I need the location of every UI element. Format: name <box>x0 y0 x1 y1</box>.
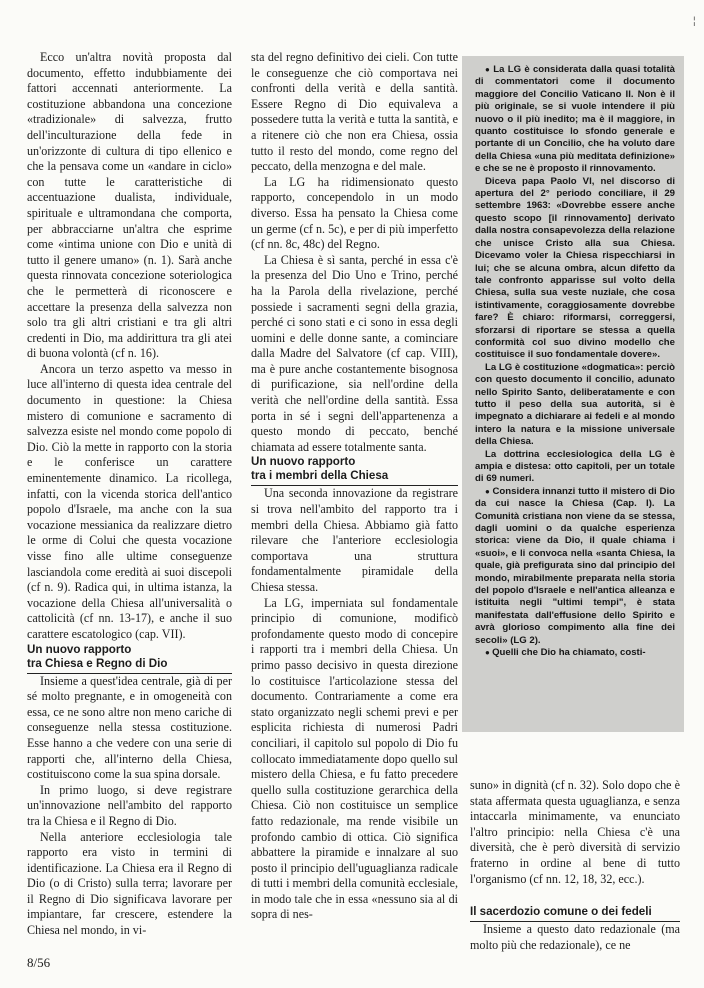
box-paragraph: Diceva papa Paolo VI, nel discorso di apertura del 2° periodo conciliare, il 29 settembre 1963: «Dovrebbe essere anche questo scopo [il rinnovamento] derivato dalla nostra consapevolezza della relazione che unisce Cristo alla sua Chiesa. Dicevamo voler la Chiesa rispecchiarsi in lui; che se alcuna ombra, alcun difetto da tale confronto apparisse sul volto della Chiesa, sulla sua veste nuziale, che cosa istintivamente, coraggiosamente dovrebbe fare? È chiaro: riformarsi, correggersi, sforzarsi di riportare se stessa a quella conformità col suo divino modello che costituisce il suo fondamentale dovere». <box>475 175 675 361</box>
box-paragraph: La dottrina ecclesiologica della LG è ampia e distesa: otto capitoli, per un totale di 69 numeri. <box>475 448 675 485</box>
section-heading <box>251 455 458 486</box>
page-number: 8/56 <box>27 955 51 970</box>
paragraph: suno» in dignità (cf n. 32). Solo dopo che è stata affermata questa uguaglianza, e senza intaccarla minimamente, va enunciato l'altro principio: nella Chiesa c'è una diversità, che è però diversità di servizio fraterno in ordine al bene di tutto l'organismo (cf nn. 12, 18, 32, ecc.). <box>470 778 680 886</box>
box-paragraph: ● Considera innanzi tutto il mistero di Dio da cui nasce la Chiesa (Cap. I). La Comunità cristiana non viene da se stessa, dagli uomini o da qualche esperienza storica: viene da Dio, il quale chiama i «suoi», e li convoca nella «santa Chiesa, la quale, già prefigurata sino dal principio del mondo, mirabilmente preparata nella storia del popolo d'Israele e nell'antica alleanza e istituita negli "ultimi tempi", è stata manifestata dall'effusione dello Spirito e avrà glorioso compimento alla fine dei secoli» (LG 2). <box>475 486 675 647</box>
paragraph: Insieme a quest'idea centrale, già di per sé molto pregnante, e in omogeneità con essa, ce ne sono altre non meno cariche di conseguenze nella stessa costituzione. Esse hanno a che vedere con una serie di rapporti che, all'interno della Chiesa, costituiscono come la sua spina dorsale. <box>27 673 232 782</box>
box-paragraph: ● La LG è considerata dalla quasi totalità di commentatori come il documento maggiore del Concilio Vaticano II. Non è il più originale, se si vuole intendere il più nuovo o il più inedito; ma è il maggiore, in quanto costituisce lo sfondo generale e portante di un Concilio, che ha voluto dare della Chiesa «una più meditata definizione» e che se ne è proposto il rinnovamento. <box>475 64 675 176</box>
section-heading: Il sacerdozio comune o dei fedeli <box>470 905 680 922</box>
paragraph: In primo luogo, si deve registrare un'innovazione nell'ambito del rapporto tra la Chiesa e il Regno di Dio. <box>27 782 232 828</box>
paragraph: Ancora un terzo aspetto va messo in luce all'interno di questa idea centrale del documento in questione: la Chiesa mistero di comunione e sacramento di salvezza esiste nel mondo come popolo di Dio. Ciò la mette in rapporto con la storia e le conferisce un carattere eminentemente dinamico. La ricollega, infatti, con la vicenda storica dell'antico popolo d'Israele, ma anche con la sua vocazione messianica da realizzare dietro le orme di Colui che questa vocazione visse fino alle ultime conseguenze lasciandola come eredità ai suoi discepoli (cf n. 9). Radica qui, in ultima istanza, la vocazione della Chiesa all'universalità o cattolicità (cf nn. 13-17), e anche il suo carattere escatologico (cap. VII). <box>27 361 232 641</box>
section-heading-line: Un nuovo rapporto <box>251 455 356 469</box>
section-heading <box>27 643 232 674</box>
column-2 <box>251 50 458 923</box>
section-heading-line: tra Chiesa e Regno di Dio <box>27 656 168 670</box>
paragraph: Una seconda innovazione da registrare si trova nell'ambito del rapporto tra i membri della Chiesa. Abbiamo già fatto rilevare che l'anteriore ecclesiologia comportava una struttura fondamentalmente piramidale della Chiesa stessa. <box>251 486 458 594</box>
sidebar-box <box>462 56 684 732</box>
column-1 <box>27 50 232 939</box>
box-paragraph: La LG è costituzione «dogmatica»: perciò con questo documento il concilio, adunato nello Spirito Santo, deliberatamente e con tutto il peso della sua autorità, si è impegnato a dichiarare ai fedeli e al mondo intero la natura e la missione universale della Chiesa. <box>475 361 675 448</box>
box-paragraph: ● Quelli che Dio ha chiamato, costi- <box>475 647 675 659</box>
margin-mark: ¦ <box>693 16 696 27</box>
paragraph: Insieme a questo dato redazionale (ma molto più che redazionale), ce ne <box>470 922 680 952</box>
column-3 <box>470 778 680 953</box>
paragraph: La LG, imperniata sul fondamentale principio di comunione, modificò profondamente questo modo di concepire i rapporti tra i membri della Chiesa. Un primo passo decisivo in questa direzione lo costituisce l'articolazione stessa del documento. Contrariamente a come era stato organizzato negli schemi previ e per esplicita richiesta di numerosi Padri conciliari, il capitolo sul popolo di Dio fu collocato immediatamente dopo quello sul mistero della Chiesa, e fu fatto precedere quello sulla costituzione gerarchica della Chiesa. Ciò non costituisce un semplice fatto redazionale, ma rende visibile un profondo cambio di ottica. Ciò significa abbattere la piramide e innalzare al suo posto il principio dell'uguaglianza radicale di tutti i membri della comunità ecclesiale, in modo tale che in essa «nessuno sia al di sopra di nes- <box>251 595 458 922</box>
paragraph: La Chiesa è sì santa, perché in essa c'è la presenza del Dio Uno e Trino, perché ha la Parola della rivelazione, perché possiede i sacramenti segni della grazia, perché ci sono stati e ci sono in essa degli uomini e delle donne sante, a cominciare dalla Madre del Salvatore (cf cap. VIII), ma è pure anche costantemente bisognosa di purificazione, sia nell'ordine della verità che nell'ordine della santità. Essa porta in sé i segni dell'appartenenza a questo mondo di peccato, benché chiamata ad essere totalmente santa. <box>251 252 458 454</box>
paragraph: sta del regno definitivo dei cieli. Con tutte le conseguenze che ciò comportava nei confronti della verità e della santità. Essere Regno di Dio equivaleva a possedere tutta la verità e tutta la santità, e a ritenere ciò che non era Chiesa, ossia tutto il resto del mondo, come regno del peccato, della menzogna e del male. <box>251 50 458 174</box>
paragraph: La LG ha ridimensionato questo rapporto, concependolo in un modo diverso. Essa ha pensato la Chiesa come un germe (cf n. 5c), e per di più imperfetto (cf nn. 8c, 48c) del Regno. <box>251 174 458 252</box>
section-heading-line: Un nuovo rapporto <box>27 642 132 656</box>
section-heading-line: tra i membri della Chiesa <box>251 469 389 483</box>
paragraph: Nella anteriore ecclesiologia tale rapporto era visto in termini di identificazione. La Chiesa era il Regno di Dio (o di Cristo) sulla terra; lavorare per il Regno di Dio significava lavorare per impiantare, far crescere, estendere la Chiesa nel mondo, in vi- <box>27 829 232 938</box>
paragraph: Ecco un'altra novità proposta dal documento, effetto indubbiamente dei fattori accennati anteriormente. La costituzione abbandona una concezione «tradizionale» di salvezza, frutto dell'inculturazione della fede in un'orizzonte di cultura di tipo ellenico e che la pensava come un «andare in ciclo» con tutte le caratteristiche di accentuazione dualista, individuale, spirituale e ultramondana che comporta, per abbracciarne un'altra che esprime come «intima unione con Dio e unità di tutto il genere umano» (n. 1). Sarà anche questa rinnovata concezione soteriologica che le permetterà di riconoscere e accettare la presenza della salvezza non solo tra gli altri cristiani e tra gli altri credenti in Dio, ma addirittura tra gli atei di buona volontà (cf n. 16). <box>27 50 232 361</box>
